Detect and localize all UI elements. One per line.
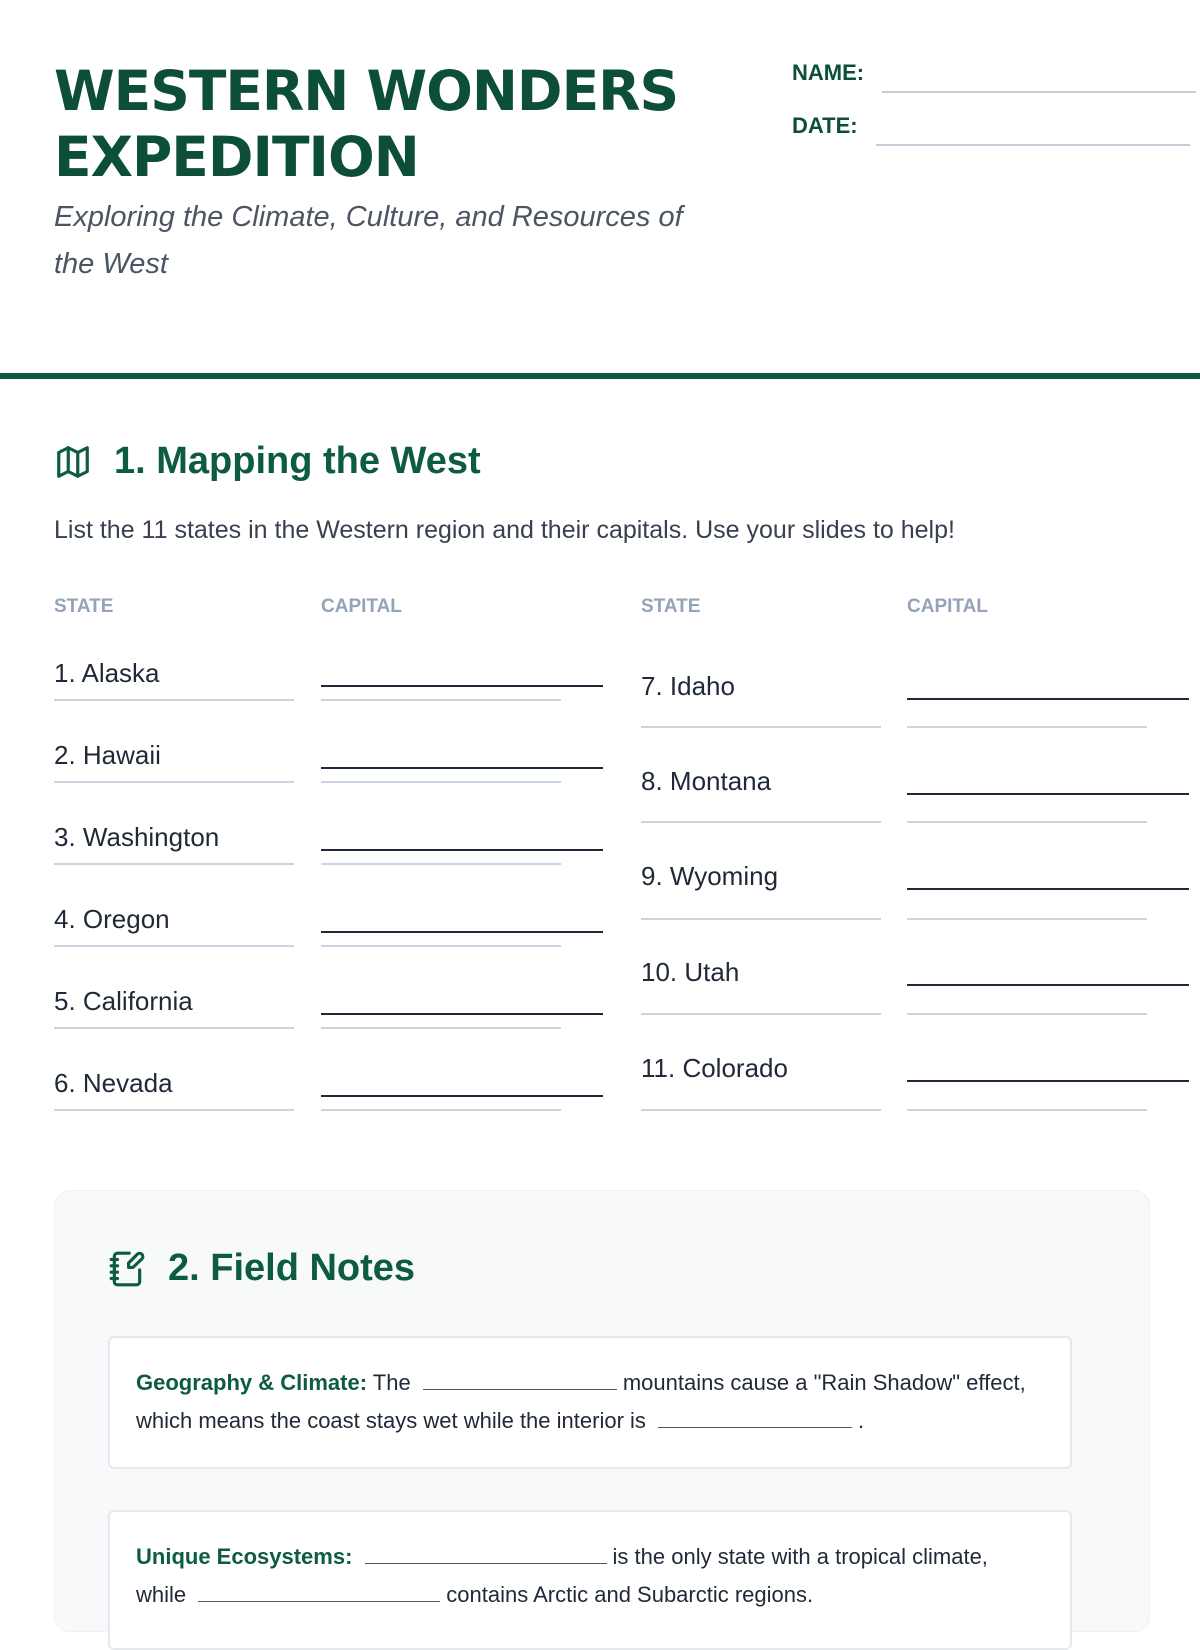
section1-heading [54, 440, 481, 483]
section2-heading [108, 1247, 415, 1290]
notebook-pen-icon [108, 1250, 146, 1288]
date-label: DATE: [792, 113, 858, 138]
card-text: while [136, 1582, 187, 1607]
state-name: 5. California [54, 986, 193, 1016]
card-text: mountains cause a "Rain Shadow" effect, [622, 1370, 1026, 1395]
worksheet-subtitle: Exploring the Climate, Culture, and Resources of the West [54, 201, 683, 280]
card-text: which means the coast stays wet while the interior is [136, 1408, 646, 1433]
state-name: 1. Alaska [54, 658, 160, 688]
name-field [792, 60, 864, 86]
card-text: contains Arctic and Subarctic regions. [446, 1582, 814, 1607]
capital-underline [907, 821, 1147, 823]
state-underline [54, 1109, 294, 1111]
state-underline [54, 1027, 294, 1029]
geography-climate-card [108, 1336, 1072, 1469]
capital-underline [321, 1109, 561, 1111]
capital-answer-line[interactable] [907, 888, 1189, 890]
capital-underline [907, 1109, 1147, 1111]
section1-instructions: List the 11 states in the Western region and their capitals. Use your slides to help! [54, 516, 955, 544]
state-underline [641, 726, 881, 728]
state-name: 9. Wyoming [641, 861, 779, 891]
state-name: 2. Hawaii [54, 740, 161, 770]
state-name: 6. Nevada [54, 1068, 173, 1098]
capital-answer-line[interactable] [321, 931, 603, 933]
capital-underline [321, 1027, 561, 1029]
capital-answer-line[interactable] [907, 1080, 1189, 1082]
date-field [792, 113, 858, 139]
map-icon [54, 443, 92, 481]
capital-underline [321, 699, 561, 701]
capital-underline [321, 945, 561, 947]
name-input-line[interactable] [882, 91, 1196, 93]
capital-underline [321, 863, 561, 865]
date-input-line[interactable] [876, 144, 1190, 146]
capital-answer-line[interactable] [907, 793, 1189, 795]
card-label: Unique Ecosystems: [136, 1544, 353, 1569]
interior-answer-blank[interactable] [658, 1405, 852, 1428]
arctic-state-answer-blank[interactable] [198, 1579, 440, 1602]
state-underline [54, 781, 294, 783]
card-text: The [372, 1370, 411, 1395]
capital-answer-line[interactable] [321, 685, 603, 687]
col-header-state-right: STATE [641, 596, 701, 617]
state-underline [641, 918, 881, 920]
unique-ecosystems-card [108, 1510, 1072, 1650]
capital-answer-line[interactable] [907, 984, 1189, 986]
capital-answer-line[interactable] [321, 1013, 603, 1015]
state-name: 10. Utah [641, 957, 740, 987]
header-divider [0, 373, 1200, 379]
card-text: is the only state with a tropical climate, [612, 1544, 988, 1569]
capital-underline [907, 1013, 1147, 1015]
col-header-state-left: STATE [54, 596, 114, 617]
section1-title: 1. Mapping the West [114, 440, 481, 482]
capital-answer-line[interactable] [321, 767, 603, 769]
mountains-answer-blank[interactable] [423, 1367, 617, 1390]
col-header-capital-left: CAPITAL [321, 596, 402, 617]
state-underline [54, 699, 294, 701]
capital-underline [907, 726, 1147, 728]
field-notes-panel [54, 1190, 1150, 1632]
capital-underline [321, 781, 561, 783]
card-label: Geography & Climate: [136, 1370, 368, 1395]
worksheet-title: WESTERN WONDERS EXPEDITION [54, 59, 679, 189]
name-label: NAME: [792, 60, 865, 85]
col-header-capital-right: CAPITAL [907, 596, 988, 617]
state-underline [641, 1109, 881, 1111]
state-underline [54, 945, 294, 947]
state-name: 8. Montana [641, 766, 772, 796]
state-underline [54, 863, 294, 865]
state-name: 11. Colorado [641, 1053, 788, 1083]
capital-answer-line[interactable] [321, 1095, 603, 1097]
section2-title: 2. Field Notes [168, 1247, 416, 1289]
capital-underline [907, 918, 1147, 920]
capital-answer-line[interactable] [321, 849, 603, 851]
state-name: 4. Oregon [54, 904, 170, 934]
state-name: 7. Idaho [641, 671, 735, 701]
state-underline [641, 1013, 881, 1015]
card-text: . [858, 1408, 865, 1433]
tropical-state-answer-blank[interactable] [365, 1541, 607, 1564]
capital-answer-line[interactable] [907, 698, 1189, 700]
state-name: 3. Washington [54, 822, 220, 852]
worksheet-header [54, 58, 1154, 288]
state-underline [641, 821, 881, 823]
